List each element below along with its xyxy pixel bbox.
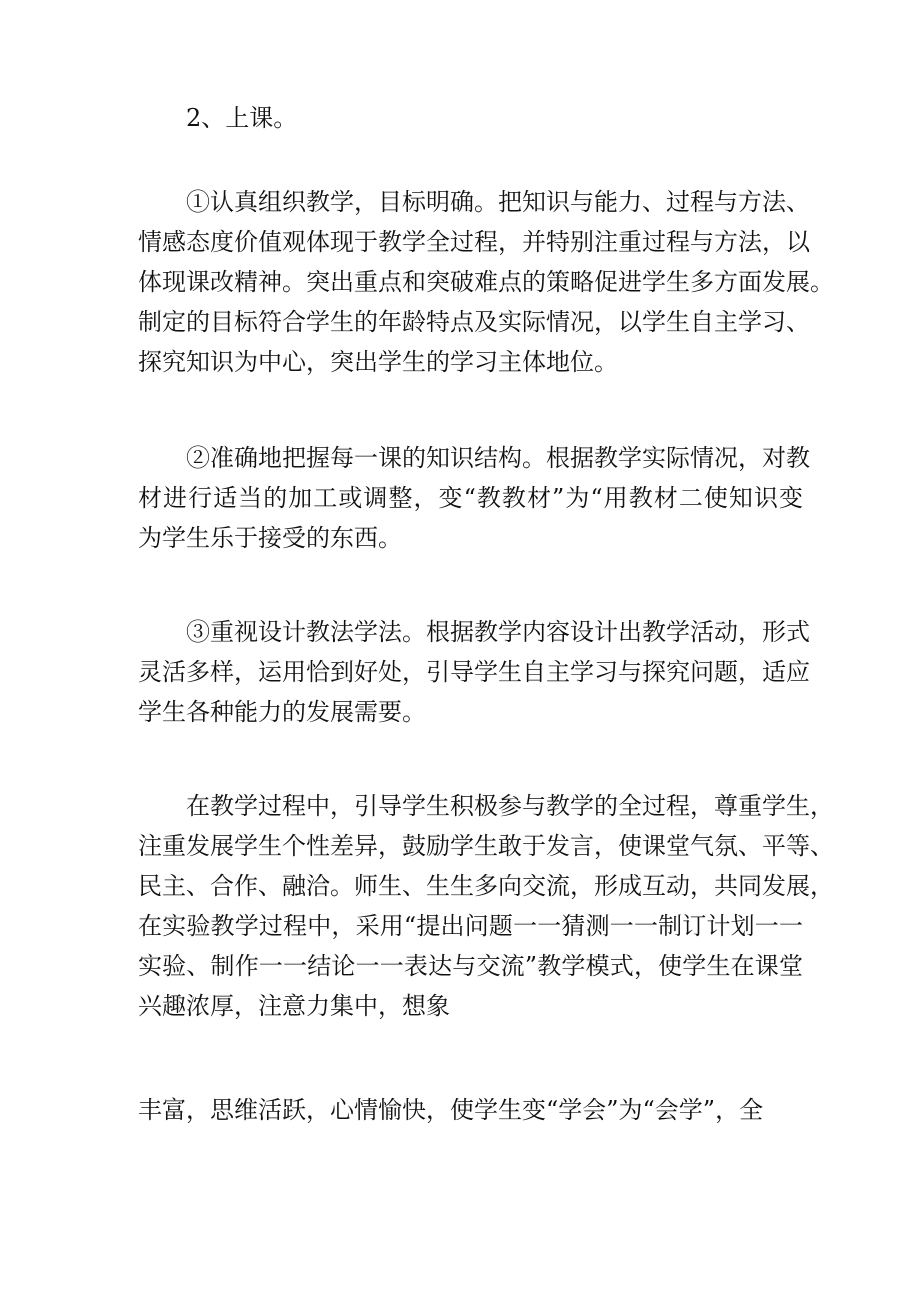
text-line: ①认真组织教学，目标明确。把知识与能力、过程与方法、	[186, 188, 810, 216]
text-line: 为学生乐于接受的东西。	[138, 524, 402, 552]
text-line: 制定的目标符合学生的年龄特点及实际情况，以学生自主学习、	[138, 308, 810, 336]
text-line: 注重发展学生个性差异，鼓励学生敢于发言，使课堂气氛、平等、	[138, 832, 834, 860]
text-line: 丰富，思维活跃，心情愉快，使学生变“学会”为“会学”，全	[138, 1096, 764, 1124]
text-line: 材进行适当的加工或调整，变“教教材”为“用教材二使知识变	[138, 484, 803, 512]
text-line: 体现课改精神。突出重点和突破难点的策略促进学生多方面发展。	[138, 268, 834, 296]
text-line: 民主、合作、融洽。师生、生生多向交流，形成互动，共同发展，	[138, 872, 834, 900]
section-heading: 2、上课。	[186, 104, 298, 132]
text-line: 在实验教学过程中，采用“提出问题一一猜测一一制订计划一一	[138, 912, 803, 940]
text-line: 在教学过程中，引导学生积极参与教学的全过程，尊重学生，	[186, 792, 834, 820]
text-line: 实验、制作一一结论一一表达与交流”教学模式，使学生在课堂	[138, 952, 803, 980]
paragraph-knowledge-structure	[138, 438, 810, 558]
paragraph-teaching-methods	[138, 612, 810, 732]
text-line: 情感态度价值观体现于教学全过程，并特别注重过程与方法，以	[138, 228, 810, 256]
text-line: 灵活多样，运用恰到好处，引导学生自主学习与探究问题，适应	[138, 658, 810, 686]
paragraph-continuation	[138, 1090, 803, 1130]
text-line: ②准确地把握每一课的知识结构。根据教学实际情况，对教	[186, 444, 810, 472]
text-line: 兴趣浓厚，注意力集中，想象	[138, 992, 450, 1020]
paragraph-teaching-process	[138, 786, 834, 1026]
text-line: 探究知识为中心，突出学生的学习主体地位。	[138, 348, 618, 376]
text-line: 学生各种能力的发展需要。	[138, 698, 426, 726]
paragraph-organize-teaching	[138, 182, 834, 382]
text-line: ③重视设计教法学法。根据教学内容设计出教学活动，形式	[186, 618, 810, 646]
